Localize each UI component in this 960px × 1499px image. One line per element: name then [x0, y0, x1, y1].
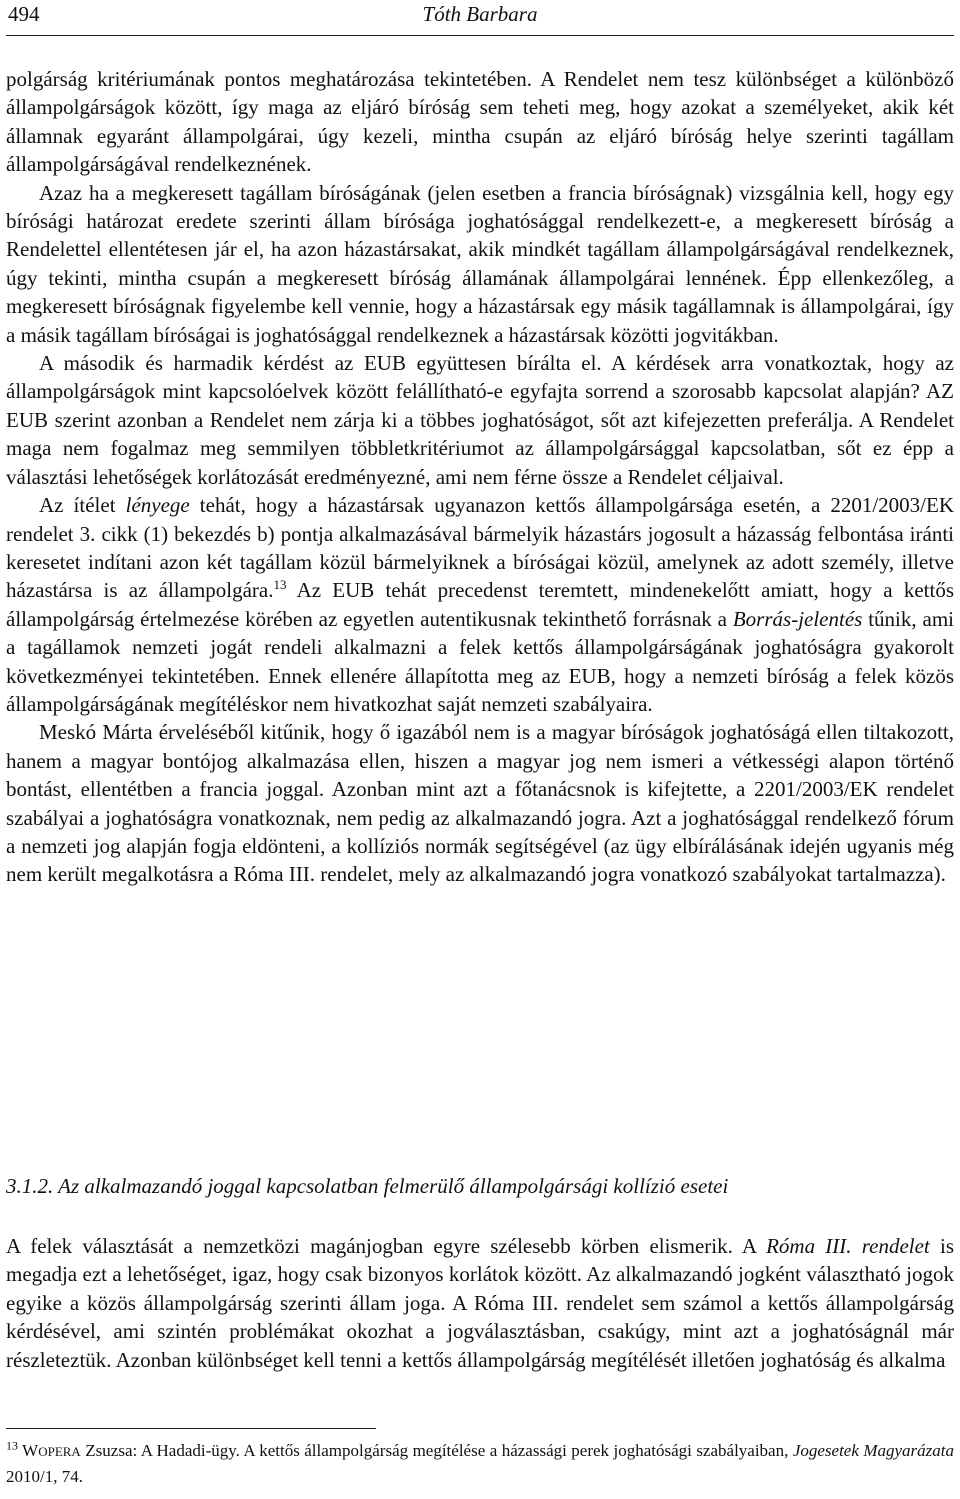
footnote-rule [6, 1428, 376, 1429]
footnote-reference: 13 [273, 577, 287, 593]
running-header [6, 0, 954, 38]
section-text-a: A felek választását a nemzetközi magánjogban egyre szélesebb körben elismerik. A [6, 1234, 767, 1258]
paragraph-1: polgárság kritériumának pontos meghatározása tekintetében. A Rendelet nem tesz különbséget a különböző állampolgárságok között, így maga az eljáró bíróság sem teheti meg, hogy azokat a személyeket, akik két államnak egyaránt állampolgárai, úgy kezeli, mintha csupán az eljáró bíróság helye szerinti tagállam állampolgárságával rendelkeznének. [6, 67, 954, 177]
paragraph-5: Meskó Márta érveléséből kitűnik, hogy ő igazából nem is a magyar bíróságok joghatóságá ellen tiltakozott, hanem a magyar bontójog alkalmazása ellen, hiszen a magyar jog nem ismeri a vétkességi alapon történő bontást, ellentétben a francia joggal. Azonban mint azt a főtanácsnok is kifejtette, a 2201/2003/EK rendelet szabályai a joghatóságra vonatkoznak, nem pedig az alkalmazandó jogra. Azt a joghatósággal rendelkező fórum a nemzeti jog alapján fogja eldönteni, a kollíziós normák segítségével (az ügy elbírálásának idején ugyanis még nem került megalkotásra a Róma III. rendelet, mely az alkalmazandó jogra vonatkozó szabályokat tartalmazza). [6, 720, 954, 887]
section-text-c: is megadja ezt a lehetőséget, igaz, hogy csak bizonyos korlátok között. Az alkalmazandó jogként választható jogok egyike a közös állampolgárság szerinti állam joga. A Róma III. rendelet sem számol a kettős állampolgárság kérdésével, ami szintén problémákat okozhat a jogválasztásban, csakúgy, mint azt a joghatóságnál már részleteztük. Azonban különbséget kell tenni a kettős állampolgárság megítélését illetően joghatóság és alkalma [6, 1234, 954, 1372]
paragraph-4-text-c: tehát, hogy a házastársak ugyanazon kettős állampolgársága esetén, a 2201/2003/EK rendelet 3. cikk (1) bekezdés b) pontja alkalmazásával bármelyik házastárs jogosult a házasság felbontása iránti keresetet indítani azon két tagállam közül bármelyiknek a bíróságai közül, amelynek az adott személy, illetve házastársa is az állampolgára. [6, 493, 955, 603]
section-text [6, 1232, 954, 1374]
section-title: Az alkalmazandó joggal kapcsolatban felmerülő állampolgársági kollízió esetei [58, 1174, 729, 1198]
footnote-text-a: Zsuzsa: A Hadadi-ügy. A kettős állampolgárság megítélése a házassági perek joghatósági szabályaiban, [80, 1441, 793, 1460]
main-text [6, 65, 954, 889]
footnote-number: 13 [6, 1438, 18, 1453]
footnote [6, 1438, 954, 1489]
footnote-author-rest: OPERA [38, 1444, 81, 1459]
paragraph-4-text-f: tűnik, ami a tagállamok nemzeti jogát rendeli alkalmazni a felek kettős állampolgárságának joghatóságra gyakorolt következményei tekintetében. Ennek ellenére állapította meg az EUB, hogy a nemzeti bíróság a felek közös állampolgárságának megítéléskor nem hivatkozhat saját nemzeti szabályaira. [6, 606, 954, 716]
section-heading [6, 1172, 954, 1200]
footnote-journal: Jogesetek Magyarázata [792, 1441, 954, 1460]
running-header-author: Tóth Barbara [422, 2, 538, 26]
header-rule [6, 35, 954, 36]
paragraph-3: A második és harmadik kérdést az EUB együttesen bírálta el. A kérdések arra vonatkoztak, hogy az állampolgárságok mint kapcsolóelvek között felállítható-e egyfajta sorrend a szorosabb kapcsolat alapján? AZ EUB szerint azonban a Rendelet nem zárja ki a többes joghatóságot, sőt azt kifejezetten preferálja. A Rendelet maga nem fogalmaz meg semmilyen többletkritériumot az állampolgársággal kapcsolatban, sőt ez épp a választási lehetőségek korlátozását eredményezné, ami nem férne össze a Rendelet céljaival. [6, 351, 954, 489]
paragraph-2: Azaz ha a megkeresett tagállam bíróságának (jelen esetben a francia bíróságnak) vizsgálnia kell, hogy egy bírósági határozat eredete szerinti állam bírósága joghatósággal rendelkezett-e, a megkeresett bíróság a Rendelettel ellentétesen jár el, ha azon házastársakat, akik mindkét tagállam állampolgárságával rendelkeznek, úgy tekinti, mintha csupán a megkeresett bíróság államának állampolgárai lennének. Épp ellenkezőleg, a megkeresett bíróságnak figyelembe kell vennie, hogy a házastársak egy másik tagállamnak is állampolgárai, így a másik tagállam bíróságai is joghatósággal rendelkeznek a házastársak közötti jogvitákban. [6, 180, 954, 347]
paragraph-4-text-d: Az EUB tehát precedenst teremtett, mindenekelőtt amiatt, hogy a kettős állampolgárság értelmezése körében az egyetlen autentikusnak tekinthető forrásnak a [6, 578, 954, 631]
section-text-roma: Róma III. rendelet [766, 1234, 930, 1258]
paragraph-4-borras: Borrás-jelentés [732, 606, 863, 631]
paragraph-4-text-a: Az ítélet [39, 493, 126, 518]
paragraph-4 [6, 491, 954, 718]
footnote-author-initial: W [22, 1441, 39, 1460]
paragraph-4-emphasis: lényege [125, 493, 190, 518]
section-paragraph [6, 1232, 954, 1374]
section-number: 3.1.2. [6, 1174, 54, 1198]
footnote-text-b: 2010/1, 74. [6, 1467, 83, 1486]
page-number: 494 [8, 2, 40, 26]
